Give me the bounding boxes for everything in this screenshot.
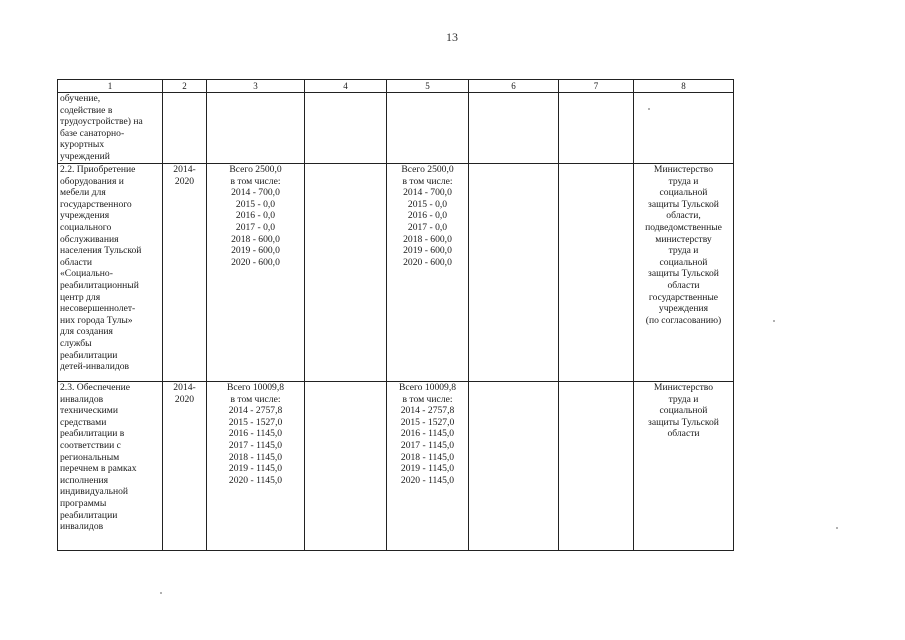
scan-speck	[836, 527, 838, 529]
cell-text-line: учреждения	[60, 210, 110, 222]
cell-col-5	[387, 382, 469, 551]
cell-text-line: области	[667, 428, 700, 440]
cell-text-line: 2016 - 1145,0	[228, 428, 283, 440]
cell-text-line: государственные	[648, 291, 719, 303]
cell-text-line: Министерство	[653, 164, 714, 175]
cell-col-6	[469, 164, 559, 382]
header-col-3: 3	[207, 80, 305, 93]
cell-text-line: подведомственные	[645, 221, 722, 233]
cell-text-line: программы	[60, 497, 107, 509]
cell-text-line: социальной	[659, 405, 708, 417]
cell-text-line: 2019 - 600,0	[403, 245, 452, 257]
cell-col-6	[469, 93, 559, 164]
cell-text-line: населения Тульской	[60, 245, 142, 257]
cell-text-line: защиты Тульской	[648, 198, 719, 210]
cell-col-8	[634, 382, 734, 551]
cell-text-line: 2016 - 1145,0	[400, 428, 455, 440]
header-col-8: 8	[634, 80, 734, 93]
cell-text-line: «Социально-	[60, 268, 113, 280]
cell-text-line: мебели для	[60, 187, 106, 199]
cell-col-1	[58, 382, 163, 551]
cell-text-line: 2017 - 0,0	[407, 221, 448, 233]
cell-text-line: 2018 - 600,0	[403, 233, 452, 245]
cell-text-line: реабилитации в	[60, 428, 125, 440]
cell-text-line: защиты Тульской	[648, 268, 719, 280]
cell-text-line: соответствии с	[60, 439, 121, 451]
cell-text-line: перечнем в рамках	[60, 463, 137, 475]
cell-text-line: 2017 - 1145,0	[400, 439, 455, 451]
cell-text-line: (по согласованию)	[645, 314, 722, 326]
cell-text-line: для создания	[60, 326, 113, 338]
scan-speck	[160, 592, 162, 594]
cell-text-line: труда и	[668, 393, 699, 405]
cell-text-line: учреждений	[60, 150, 110, 162]
cell-col-2	[163, 93, 207, 164]
cell-text-line: 2014 - 700,0	[231, 187, 280, 199]
cell-text-line: трудоустройстве) на	[60, 116, 143, 128]
cell-text-line: реабилитации	[60, 349, 118, 361]
cell-text-line: министерству	[655, 233, 712, 245]
cell-text-line: службы	[60, 337, 92, 349]
row-continuation	[58, 93, 734, 164]
cell-text-line: базе санаторно-	[60, 127, 125, 139]
cell-text-line: них города Тулы»	[60, 314, 133, 326]
header-col-7: 7	[559, 80, 634, 93]
cell-text-line: в том числе:	[402, 393, 453, 405]
header-col-4: 4	[305, 80, 387, 93]
cell-text-line: несовершеннолет-	[60, 303, 136, 315]
cell-text-line: 2015 - 1527,0	[228, 416, 283, 428]
cell-col-3	[207, 382, 305, 551]
cell-text-line: 2018 - 600,0	[231, 233, 280, 245]
cell-text-line: оборудования и	[60, 175, 124, 187]
header-col-2: 2	[163, 80, 207, 93]
cell-text-line: 2020	[174, 175, 195, 187]
cell-text-line: области,	[666, 210, 701, 222]
cell-col-7	[559, 382, 634, 551]
cell-text-line: реабилитационный	[60, 279, 139, 291]
cell-text-line: области	[60, 256, 93, 268]
header-col-5: 5	[387, 80, 469, 93]
cell-text-line: 2018 - 1145,0	[228, 451, 283, 463]
cell-text-line: инвалидов	[60, 521, 104, 533]
row-2-3	[58, 382, 734, 551]
cell-col-7	[559, 93, 634, 164]
cell-text-line: труда и	[668, 245, 699, 257]
cell-col-8	[634, 164, 734, 382]
cell-text-line: области	[667, 279, 700, 291]
cell-col-2	[163, 382, 207, 551]
cell-text-line: 2.3. Обеспечение	[60, 382, 130, 393]
cell-col-3	[207, 164, 305, 382]
cell-text-line: исполнения	[60, 474, 109, 486]
cell-text-line: 2020 - 1145,0	[228, 474, 283, 486]
cell-text-line: защиты Тульской	[648, 416, 719, 428]
cell-text-line: 2019 - 1145,0	[228, 463, 283, 475]
cell-text-line: 2015 - 0,0	[235, 198, 276, 210]
cell-text-line: детей-инвалидов	[60, 361, 130, 373]
cell-text-line: 2014 - 2757,8	[400, 405, 455, 417]
cell-text-line: техническими	[60, 405, 118, 417]
cell-text-line: 2014 - 700,0	[403, 187, 452, 199]
cell-text-line: 2020	[174, 393, 195, 405]
cell-text-line: 2.2. Приобретение	[60, 164, 136, 175]
cell-text-line: 2019 - 600,0	[231, 245, 280, 257]
cell-text-line: 2014 - 2757,8	[228, 405, 283, 417]
cell-col-6	[469, 382, 559, 551]
cell-text-line: труда и	[668, 175, 699, 187]
cell-text-line: 2015 - 0,0	[407, 198, 448, 210]
header-col-1: 1	[58, 80, 163, 93]
cell-col-8	[634, 93, 734, 164]
cell-text-line: 2019 - 1145,0	[400, 463, 455, 475]
cell-text-line: социальной	[659, 187, 708, 199]
cell-text-line: в том числе:	[230, 175, 281, 187]
cell-text-line: социального	[60, 221, 112, 233]
program-table	[57, 79, 734, 551]
cell-col-4	[305, 382, 387, 551]
scan-speck	[773, 320, 775, 322]
cell-text-line: Всего 10009,8	[398, 382, 457, 393]
cell-text-line: 2020 - 600,0	[231, 256, 280, 268]
cell-col-1	[58, 164, 163, 382]
cell-text-line: в том числе:	[402, 175, 453, 187]
cell-col-4	[305, 164, 387, 382]
cell-text-line: в том числе:	[230, 393, 281, 405]
cell-col-4	[305, 93, 387, 164]
cell-text-line: инвалидов	[60, 393, 104, 405]
cell-text-line: обслуживания	[60, 233, 119, 245]
cell-text-line: средствами	[60, 416, 107, 428]
cell-col-7	[559, 164, 634, 382]
cell-col-5	[387, 93, 469, 164]
cell-text-line: 2014-	[173, 164, 196, 175]
cell-text-line: Всего 10009,8	[226, 382, 285, 393]
cell-text-line: 2020 - 1145,0	[400, 474, 455, 486]
cell-text-line: социальной	[659, 256, 708, 268]
cell-text-line: региональным	[60, 451, 120, 463]
scan-speck	[648, 108, 650, 110]
page-number: 13	[446, 30, 458, 44]
cell-text-line: 2016 - 0,0	[407, 210, 448, 222]
cell-col-2	[163, 164, 207, 382]
cell-col-1	[58, 93, 163, 164]
cell-text-line: учреждения	[658, 303, 709, 315]
cell-text-line: Всего 2500,0	[401, 164, 454, 175]
cell-text-line: курортных	[60, 139, 105, 151]
cell-text-line: Министерство	[653, 382, 714, 393]
cell-text-line: 2017 - 0,0	[235, 221, 276, 233]
cell-text-line: индивидуальной	[60, 486, 129, 498]
cell-text-line: 2018 - 1145,0	[400, 451, 455, 463]
cell-text-line: 2015 - 1527,0	[400, 416, 455, 428]
cell-text-line: Всего 2500,0	[229, 164, 282, 175]
cell-text-line: обучение,	[60, 93, 101, 104]
cell-text-line: центр для	[60, 291, 101, 303]
cell-col-5	[387, 164, 469, 382]
cell-text-line: 2017 - 1145,0	[228, 439, 283, 451]
cell-text-line: 2020 - 600,0	[403, 256, 452, 268]
cell-col-3	[207, 93, 305, 164]
row-2-2	[58, 164, 734, 382]
cell-text-line: реабилитации	[60, 509, 118, 521]
cell-text-line: 2016 - 0,0	[235, 210, 276, 222]
header-col-6: 6	[469, 80, 559, 93]
cell-text-line: содействие в	[60, 104, 113, 116]
header-row	[58, 80, 734, 93]
cell-text-line: 2014-	[173, 382, 196, 393]
cell-text-line: государственного	[60, 198, 132, 210]
